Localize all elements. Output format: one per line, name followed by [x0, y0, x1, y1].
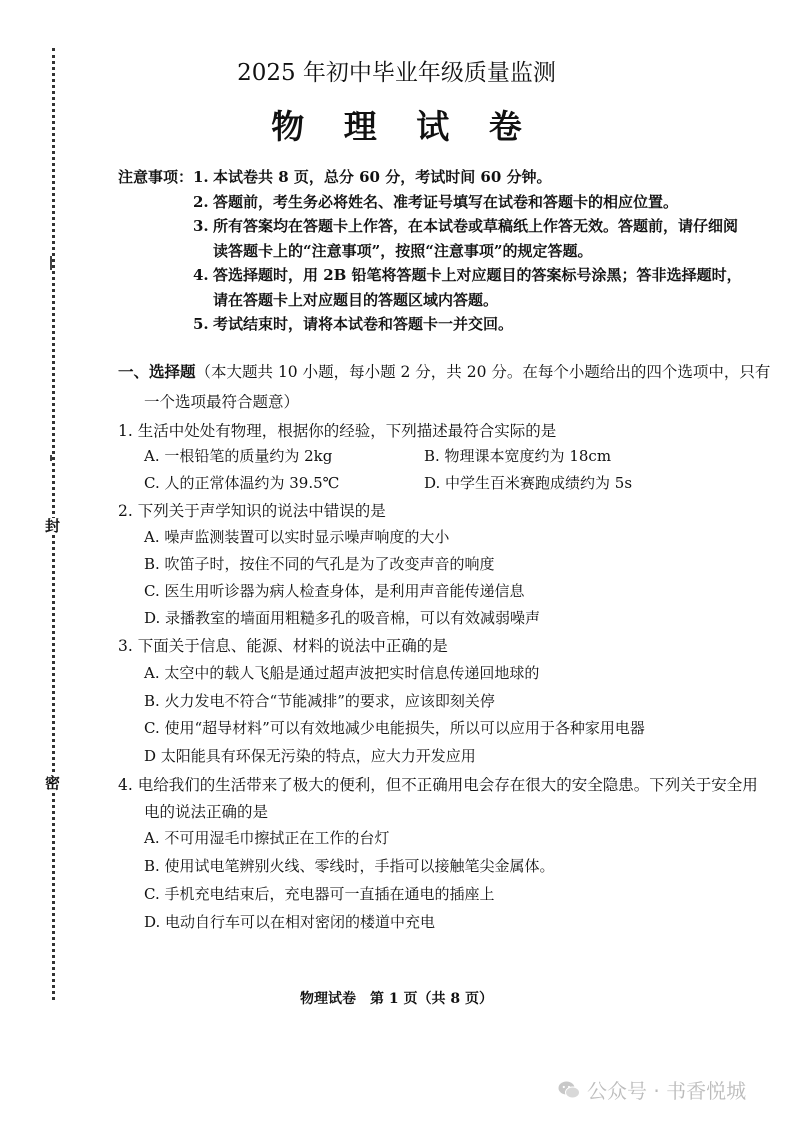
question-option: D. 录播教室的墙面用粗糙多孔的吸音棉，可以有效减弱噪声 — [144, 609, 541, 627]
notice-item — [193, 264, 742, 285]
binding-seal-feng: 封 — [45, 517, 61, 535]
page-footer: 物理试卷 第 1 页（共 8 页） — [300, 991, 493, 1007]
watermark — [557, 1075, 746, 1104]
section-description: （本大题共 10 小题，每小题 2 分，共 20 分。在每个小题给出的四个选项中，只有 — [195, 363, 771, 381]
question-option: A. 不可用湿毛巾擦拭正在工作的台灯 — [144, 829, 390, 847]
notice-number: 1. — [193, 168, 209, 186]
notice-number: 2. — [193, 193, 209, 211]
section-title: 一、选择题 — [118, 362, 196, 381]
notice-label: 注意事项： — [118, 168, 194, 186]
question-option: D 太阳能具有环保无污染的特点，应大力开发应用 — [144, 747, 476, 765]
wechat-icon — [557, 1078, 581, 1102]
question-option: C. 医生用听诊器为病人检查身体，是利用声音能传递信息 — [144, 582, 525, 600]
question-option: D. 电动自行车可以在相对密闭的楼道中充电 — [144, 913, 436, 931]
notice-text: 答题前，考生务必将姓名、准考证号填写在试卷和答题卡的相应位置。 — [213, 193, 679, 211]
section-description-continued: 一个选项最符合题意） — [144, 393, 300, 411]
question-option: B. 火力发电不符合“节能减排”的要求，应该即刻关停 — [144, 692, 495, 710]
notice-text: 所有答案均在答题卡上作答，在本试卷或草稿纸上作答无效。答题前，请仔细阅 — [213, 217, 739, 235]
notice-item — [193, 191, 678, 212]
notice-number: 4. — [193, 266, 209, 284]
binding-tick-mark — [50, 256, 52, 270]
notice-item — [193, 215, 738, 236]
question-stem: 1. 生活中处处有物理，根据你的经验，下列描述最符合实际的是 — [118, 422, 557, 440]
notice-text: 答选择题时，用 2B 铅笔将答题卡上对应题目的答案标号涂黑；答非选择题时， — [213, 266, 742, 284]
watermark-text: 公众号 · 书香悦城 — [587, 1079, 747, 1103]
notice-number: 3. — [193, 217, 209, 235]
question-option: D. 中学生百米赛跑成绩约为 5s — [424, 474, 633, 492]
subject-title: 物 理 试 卷 — [271, 107, 536, 146]
question-option: B. 物理课本宽度约为 18cm — [424, 447, 612, 465]
question-option: B. 吹笛子时，按住不同的气孔是为了改变声音的响度 — [144, 555, 495, 573]
exam-title: 2025 年初中毕业年级质量监测 — [237, 60, 556, 86]
question-option: B. 使用试电笔辨别火线、零线时，手指可以接触笔尖金属体。 — [144, 857, 555, 875]
notice-text: 本试卷共 8 页，总分 60 分，考试时间 60 分钟。 — [213, 168, 552, 186]
question-option: A. 一根铅笔的质量约为 2kg — [144, 447, 333, 465]
question-option: A. 噪声监测装置可以实时显示噪声响度的大小 — [144, 528, 450, 546]
question-stem: 3. 下面关于信息、能源、材料的说法中正确的是 — [118, 637, 448, 655]
question-stem: 4. 电给我们的生活带来了极大的便利，但不正确用电会存在很大的安全隐患。下列关于安全用 — [118, 776, 758, 794]
notice-text-continued: 请在答题卡上对应题目的答题区域内答题。 — [213, 291, 499, 309]
question-stem-continued: 电的说法正确的是 — [144, 803, 269, 821]
question-stem: 2. 下列关于声学知识的说法中错误的是 — [118, 502, 386, 520]
question-option: C. 人的正常体温约为 39.5℃ — [144, 474, 340, 492]
binding-seal-mi: 密 — [45, 774, 61, 792]
notice-text: 考试结束时，请将本试卷和答题卡一并交回。 — [213, 315, 514, 333]
notice-number: 5. — [193, 315, 209, 333]
question-option: C. 手机充电结束后，充电器可一直插在通电的插座上 — [144, 885, 495, 903]
notice-text-continued: 读答题卡上的“注意事项”，按照“注意事项”的规定答题。 — [213, 242, 593, 260]
binding-tick-mark — [50, 455, 52, 461]
question-option: C. 使用“超导材料”可以有效地减少电能损失，所以可以应用于各种家用电器 — [144, 719, 645, 737]
notice-item — [193, 166, 552, 187]
notice-item — [193, 313, 513, 334]
section-heading — [118, 360, 770, 382]
question-option: A. 太空中的载人飞船是通过超声波把实时信息传递回地球的 — [144, 664, 540, 682]
